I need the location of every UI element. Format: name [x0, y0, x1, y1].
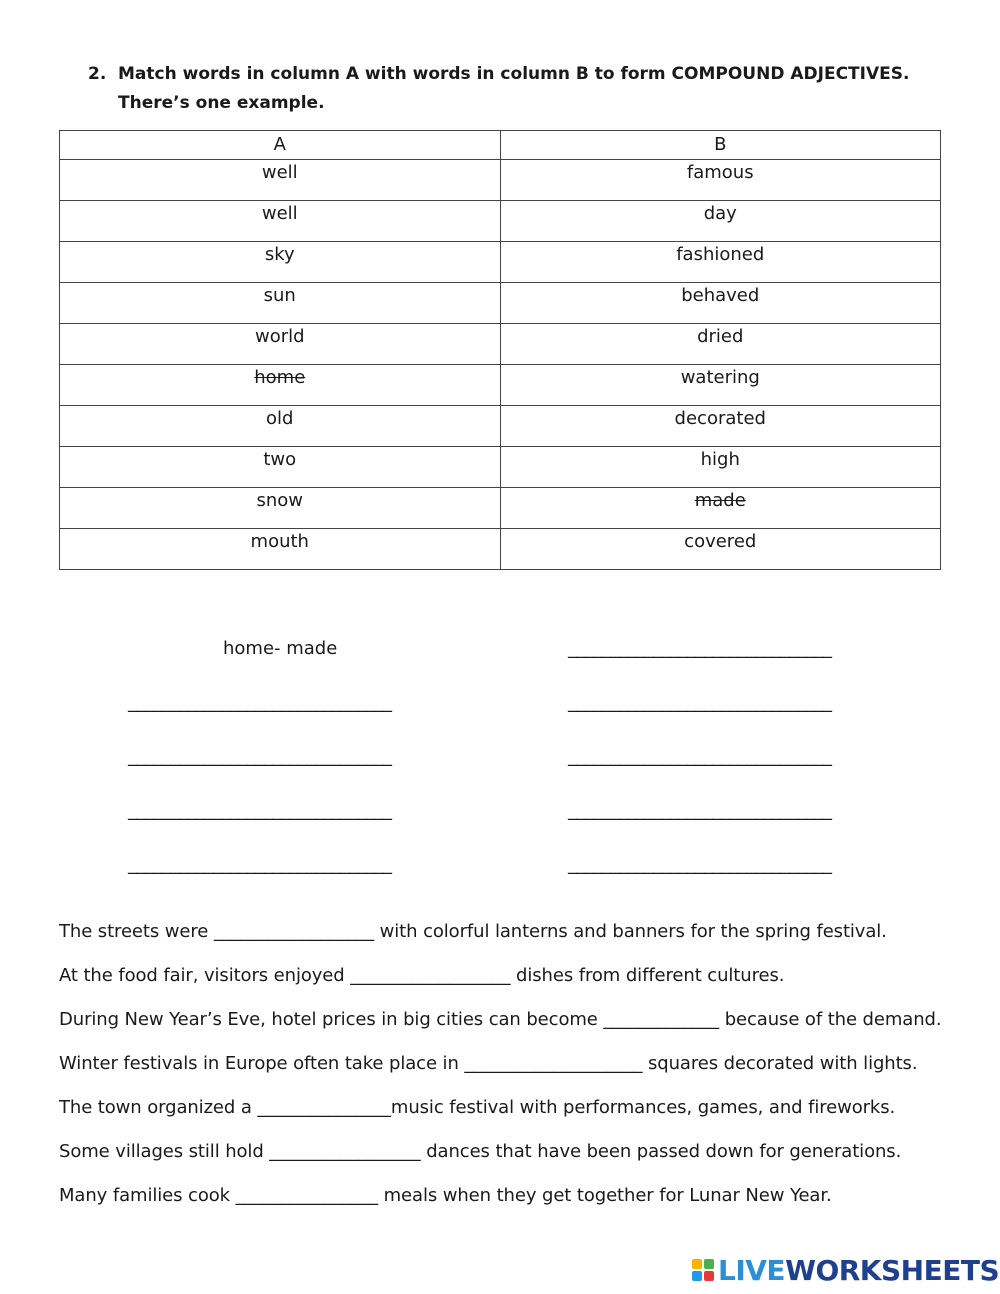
sentence[interactable]: Some villages still hold _________________ dances that have been passed down for generations. — [59, 1141, 902, 1162]
crossed-out-word: made — [694, 490, 746, 511]
column-b-cell: watering — [500, 365, 941, 406]
instruction — [88, 60, 948, 118]
table-row — [60, 201, 941, 242]
column-b-cell: dried — [500, 324, 941, 365]
answer-blank[interactable]: _______________________________ — [128, 800, 392, 821]
answer-blank[interactable]: _______________________________ — [568, 800, 832, 821]
column-a-header: A — [60, 131, 501, 160]
column-a-cell-crossed-out — [60, 365, 501, 406]
answer-blank[interactable]: _______________________________ — [128, 692, 392, 713]
column-a-cell: world — [60, 324, 501, 365]
column-b-cell-crossed-out — [500, 488, 941, 529]
logo-square — [692, 1259, 702, 1269]
logo-squares-icon — [692, 1259, 714, 1281]
logo-square — [704, 1271, 714, 1281]
table-row — [60, 365, 941, 406]
column-a-cell: two — [60, 447, 501, 488]
column-b-cell: decorated — [500, 406, 941, 447]
question-number: 2. — [88, 64, 107, 84]
column-a-cell: sky — [60, 242, 501, 283]
logo-text-live: LIVE — [718, 1253, 786, 1287]
logo-square — [692, 1271, 702, 1281]
table-row — [60, 242, 941, 283]
column-b-cell: behaved — [500, 283, 941, 324]
column-b-cell: day — [500, 201, 941, 242]
sentence[interactable]: Many families cook ________________ meals when they get together for Lunar New Year. — [59, 1185, 832, 1206]
column-a-cell: well — [60, 201, 501, 242]
example-answer: home- made — [223, 638, 338, 659]
table-row — [60, 488, 941, 529]
logo-square — [704, 1259, 714, 1269]
column-a-cell: sun — [60, 283, 501, 324]
table-header-row — [60, 131, 941, 160]
sentence[interactable]: The town organized a _______________music festival with performances, games, and fireworks. — [59, 1097, 896, 1118]
sentence[interactable]: During New Year’s Eve, hotel prices in big cities can become _____________ because of the demand. — [59, 1009, 942, 1030]
table-row — [60, 447, 941, 488]
answer-blank[interactable]: _______________________________ — [568, 854, 832, 875]
liveworksheets-logo — [692, 1254, 999, 1286]
answer-blank[interactable]: _______________________________ — [568, 692, 832, 713]
column-b-cell: high — [500, 447, 941, 488]
crossed-out-word: home — [254, 367, 306, 388]
column-a-cell: mouth — [60, 529, 501, 570]
column-b-header: B — [500, 131, 941, 160]
sentence[interactable]: The streets were __________________ with colorful lanterns and banners for the spring festival. — [59, 921, 887, 942]
answer-blank[interactable]: _______________________________ — [568, 638, 832, 659]
fill-in-sentences — [59, 910, 959, 1218]
instruction-line-2: There’s one example. — [118, 93, 325, 113]
column-b-cell: covered — [500, 529, 941, 570]
answer-blank[interactable]: _______________________________ — [128, 746, 392, 767]
logo-text-worksheets: WORKSHEETS — [785, 1253, 1000, 1287]
answer-blank[interactable]: _______________________________ — [128, 854, 392, 875]
table-row — [60, 283, 941, 324]
table-row — [60, 324, 941, 365]
sentence[interactable]: At the food fair, visitors enjoyed __________________ dishes from different cultures. — [59, 965, 785, 986]
column-a-cell: well — [60, 160, 501, 201]
table-row — [60, 529, 941, 570]
column-a-cell: snow — [60, 488, 501, 529]
column-a-cell: old — [60, 406, 501, 447]
instruction-line-1: Match words in column A with words in column B to form COMPOUND ADJECTIVES. — [118, 64, 910, 84]
match-table — [59, 130, 941, 570]
column-b-cell: fashioned — [500, 242, 941, 283]
sentence[interactable]: Winter festivals in Europe often take place in ____________________ squares decorated with lights. — [59, 1053, 918, 1074]
column-b-cell: famous — [500, 160, 941, 201]
table-row — [60, 160, 941, 201]
answer-blank[interactable]: _______________________________ — [568, 746, 832, 767]
table-row — [60, 406, 941, 447]
